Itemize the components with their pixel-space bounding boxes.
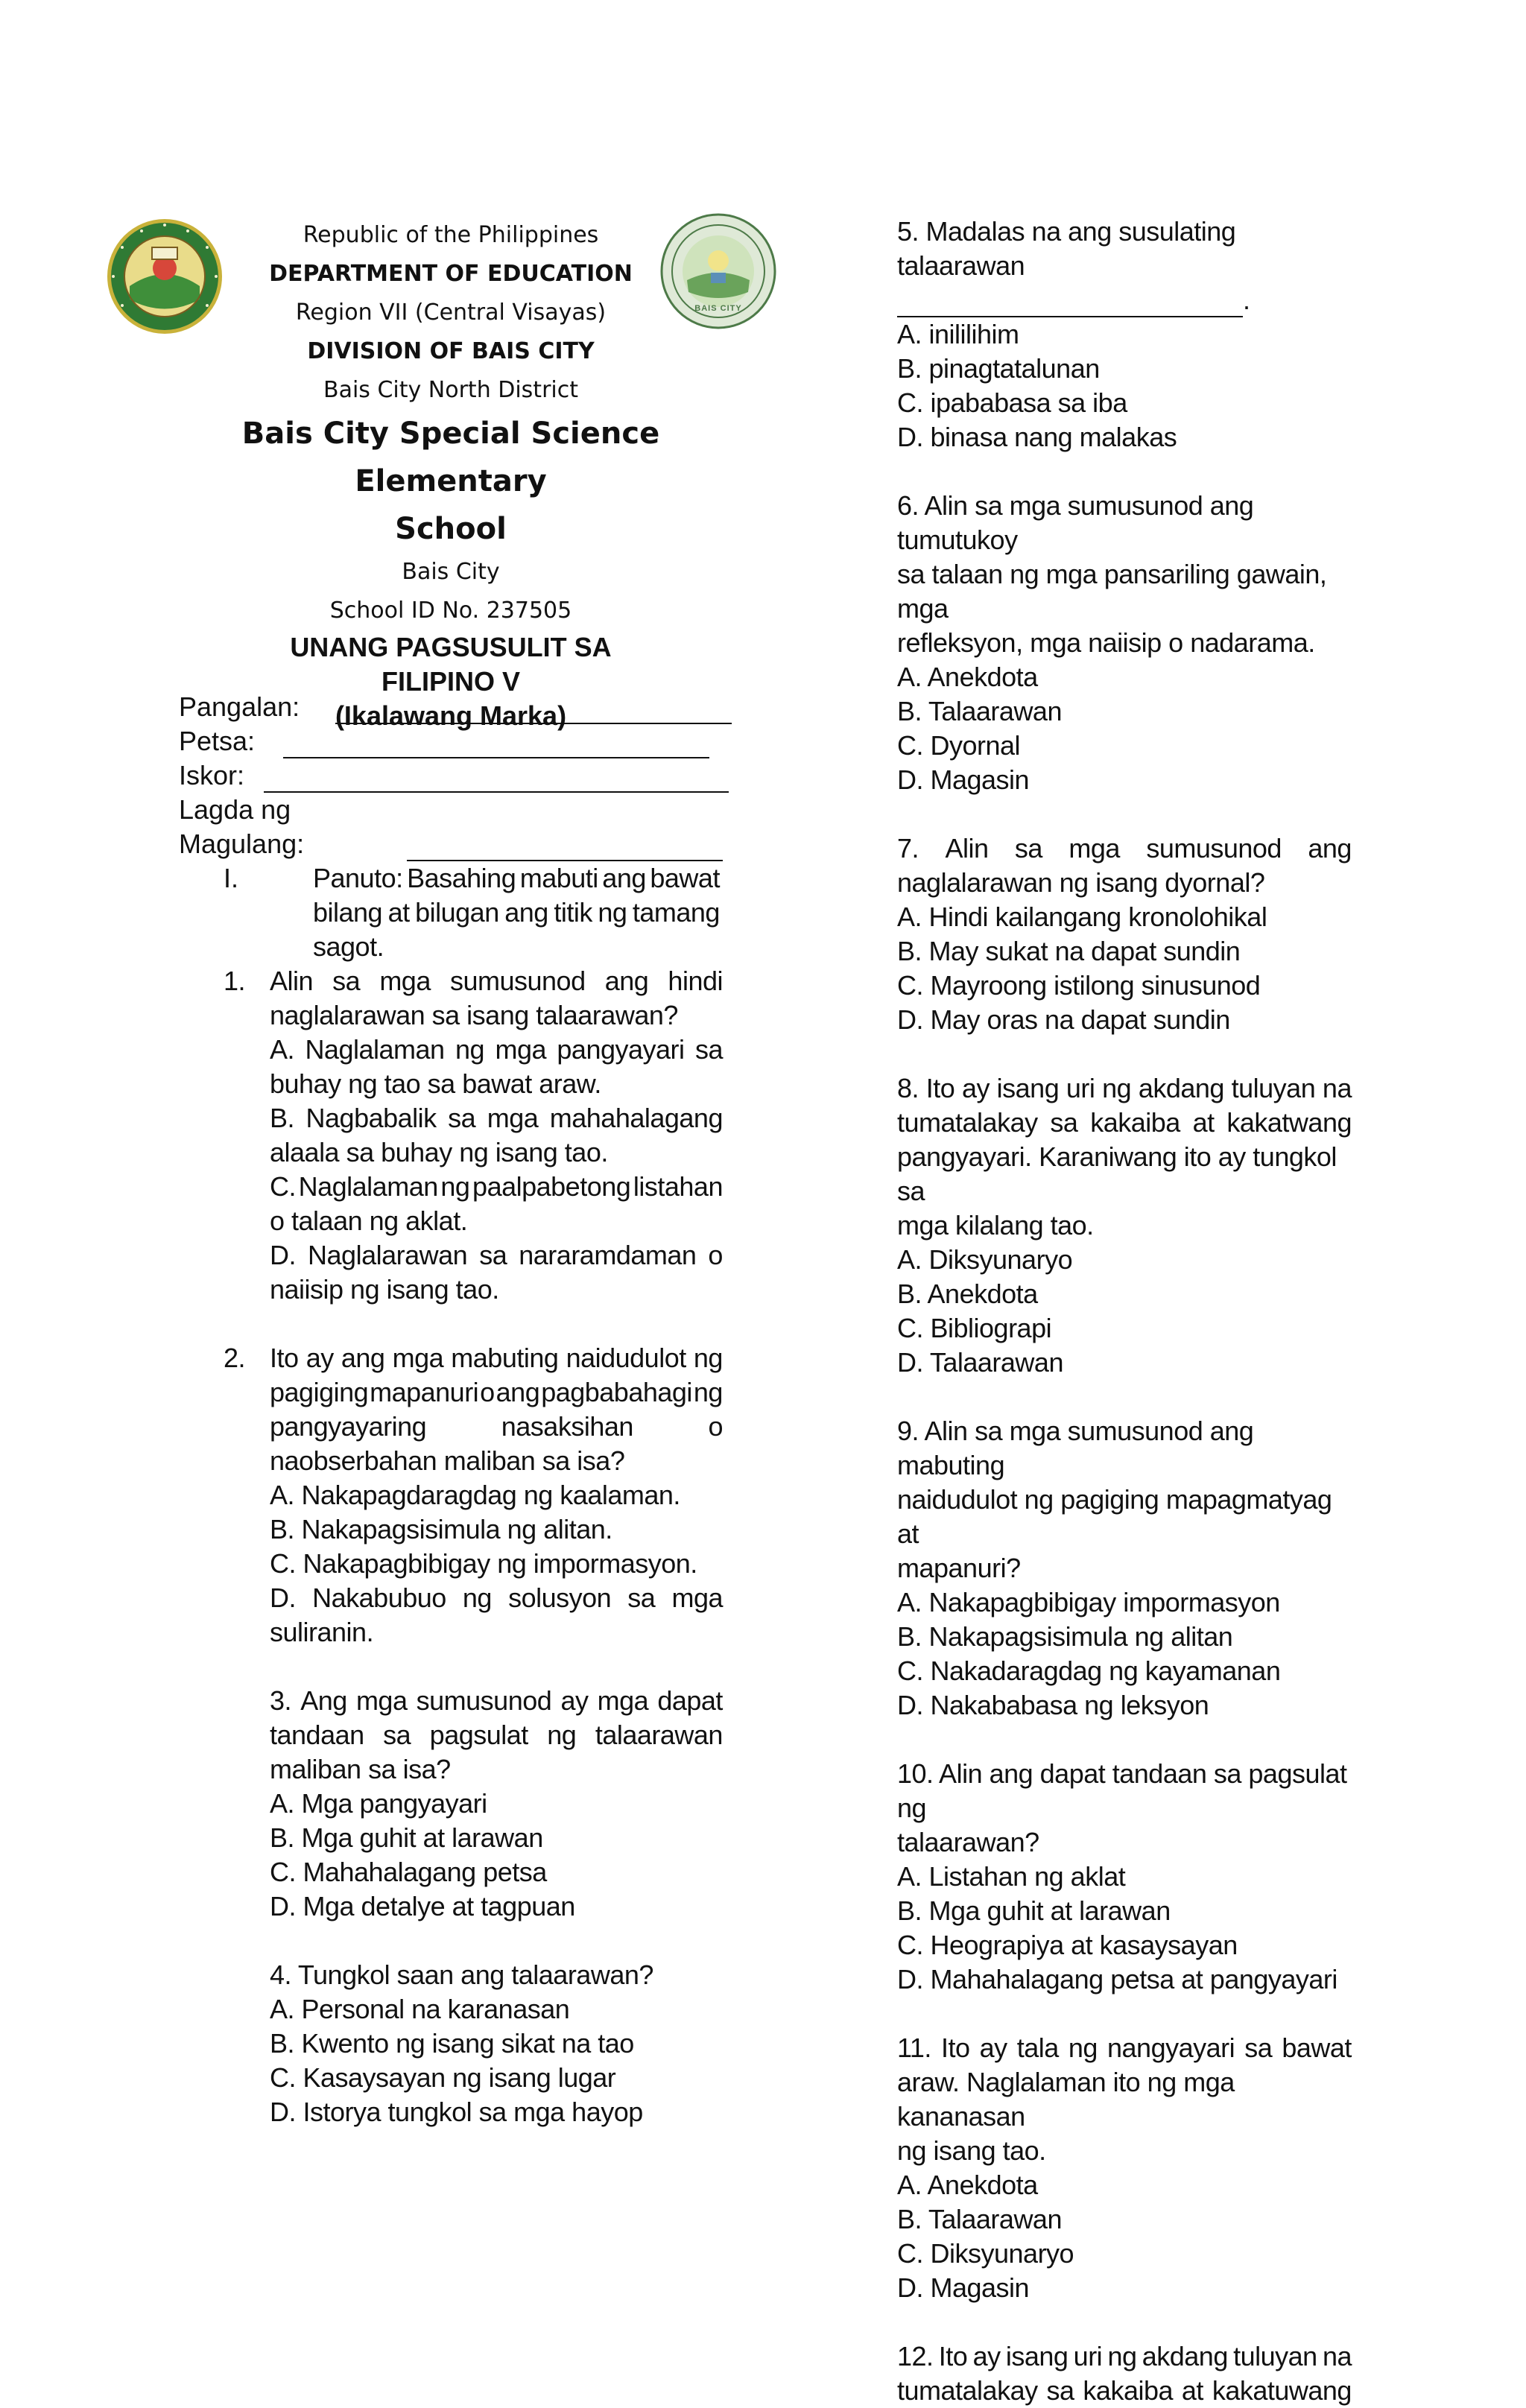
word: ang — [496, 1377, 540, 1407]
letterhead — [241, 216, 660, 733]
word: ay — [305, 1343, 334, 1373]
parent-signature-field[interactable] — [179, 793, 723, 861]
word: nararamdaman — [519, 1240, 697, 1270]
school-name-line2: School — [395, 512, 507, 546]
word: ng — [598, 897, 627, 928]
word: sumusunod — [449, 966, 586, 996]
word: Naglalaman — [298, 1171, 438, 1202]
question-stem: 10. Alin ang dapat tandaan sa pagsulat ng — [897, 1758, 1347, 1823]
word: mga — [379, 966, 431, 996]
word: sumusunod — [416, 1685, 552, 1716]
word: bawat — [650, 863, 720, 893]
word: ang — [1308, 833, 1352, 864]
word: D. — [270, 1582, 296, 1613]
word: pagsulat — [429, 1720, 528, 1750]
choice-a-cont: buhay ng tao sa bawat araw. — [270, 1068, 601, 1099]
word: tuluyan — [1231, 1073, 1316, 1103]
choice-a[interactable]: A. Nakapagbibigay impormasyon — [897, 1587, 1280, 1618]
word: Nagbabalik — [305, 1103, 437, 1133]
choice-d-cont: suliranin. — [270, 1617, 374, 1647]
question-stem: naglalarawan sa isang talaarawan? — [270, 1000, 678, 1030]
region-line: Region VII (Central Visayas) — [295, 300, 607, 326]
word: ang — [341, 1343, 385, 1373]
word: sa — [383, 1720, 411, 1750]
word: ng — [547, 1720, 577, 1750]
question-stem: 4. Tungkol saan ang talaarawan? — [270, 1959, 653, 1990]
word: mga — [355, 1685, 408, 1716]
word: bilugan — [415, 897, 499, 928]
choice-d[interactable]: D. Magasin — [897, 764, 1030, 795]
directions-line3: sagot. — [313, 931, 384, 962]
question-stem: naidudulot ng pagiging mapagmatyag at — [897, 1484, 1332, 1549]
word: solusyon — [508, 1582, 612, 1613]
word: na — [1322, 2341, 1352, 2371]
choice-c[interactable]: C. Heograpiya at kasaysayan — [897, 1930, 1238, 1960]
word: mga — [1068, 833, 1120, 864]
word: 8. — [897, 1073, 919, 1103]
choice-c[interactable]: C. Nakapagbibigay ng impormasyon. — [270, 1548, 697, 1579]
city-line: Bais City — [402, 559, 500, 585]
word: ang — [504, 897, 548, 928]
word: dapat — [657, 1685, 723, 1716]
choice-b[interactable]: B. May sukat na dapat sundin — [897, 936, 1241, 966]
word: mga — [392, 1343, 444, 1373]
word: tamang — [632, 897, 720, 928]
word: ng — [693, 1343, 723, 1373]
word: akdang — [1142, 2341, 1228, 2371]
word: mga — [597, 1685, 649, 1716]
choice-a[interactable]: A. Diksyunaryo — [897, 1244, 1073, 1275]
school-id-line: School ID No. 237505 — [329, 598, 572, 624]
question-stem: mapanuri? — [897, 1553, 1021, 1583]
republic-line: Republic of the Philippines — [303, 222, 599, 248]
question-4 — [270, 1958, 723, 2129]
date-field[interactable] — [179, 724, 723, 758]
word: C. — [270, 1171, 296, 1202]
word: ay — [961, 1073, 990, 1103]
department-line: DEPARTMENT OF EDUCATION — [269, 261, 633, 287]
word: ang — [604, 966, 649, 996]
word: Ito — [938, 2341, 968, 2371]
word: sa — [1050, 1107, 1078, 1138]
word: sa — [1014, 833, 1042, 864]
question-1 — [224, 964, 723, 1307]
word: at — [387, 897, 410, 928]
word: paalpabetong — [472, 1171, 631, 1202]
questions-right — [897, 215, 1352, 2408]
word: tala — [1016, 2032, 1059, 2063]
choice-c-cont: o talaan ng aklat. — [270, 1205, 468, 1236]
word: kakatuwang — [1212, 2375, 1352, 2406]
school-seal-logo — [660, 212, 776, 332]
choice-c[interactable]: C. Nakadaragdag ng kayamanan — [897, 1656, 1281, 1686]
word: tuluyan — [1233, 2341, 1317, 2371]
word: Naglalarawan — [308, 1240, 468, 1270]
word: naidudulot — [566, 1343, 686, 1373]
choice-a[interactable] — [270, 1033, 723, 1067]
date-label: Petsa: — [179, 726, 256, 756]
choice-d[interactable]: D. Nakababasa ng leksyon — [897, 1690, 1209, 1720]
question-stem: ng isang tao. — [897, 2135, 1046, 2166]
word: Ito — [270, 1343, 299, 1373]
choice-c[interactable]: C. Mahahalagang petsa — [270, 1857, 547, 1887]
choice-a[interactable]: A. Hindi kailangang kronolohikal — [897, 902, 1267, 932]
word: mga — [671, 1582, 723, 1613]
choice-d[interactable]: D. Talaarawan — [897, 1347, 1063, 1378]
word: tumatalakay — [897, 1107, 1038, 1138]
parent-signature-blank[interactable] — [407, 834, 723, 861]
word: pangyayaring — [270, 1411, 427, 1442]
word: ay — [979, 2032, 1007, 2063]
choice-d[interactable]: D. Istorya tungkol sa mga hayop — [270, 2097, 643, 2127]
word: sa — [332, 966, 361, 996]
choice-a[interactable]: A. Anekdota — [897, 2170, 1038, 2200]
word: at — [1181, 2375, 1203, 2406]
word: Naglalaman — [305, 1034, 445, 1065]
word: akdang — [1138, 1073, 1224, 1103]
question-stem: mga kilalang tao. — [897, 1210, 1094, 1241]
word: kakaiba — [1083, 2375, 1174, 2406]
choice-a[interactable]: A. Listahan ng aklat — [897, 1861, 1126, 1892]
choice-d[interactable]: D. May oras na dapat sundin — [897, 1004, 1230, 1035]
choice-d[interactable] — [270, 1238, 723, 1273]
questions-left — [224, 964, 723, 2129]
question-stem: maliban sa isa? — [270, 1754, 451, 1784]
word: tandaan — [270, 1720, 364, 1750]
choice-b-cont: alaala sa buhay ng isang tao. — [270, 1137, 608, 1167]
word: nasaksihan — [501, 1411, 633, 1442]
word: 12. — [897, 2341, 934, 2371]
word: mahahalagang — [549, 1103, 723, 1133]
word: uri — [1073, 2341, 1103, 2371]
question-stem: naglalarawan ng isang dyornal? — [897, 867, 1265, 898]
question-3 — [270, 1684, 723, 1924]
question-8 — [897, 1071, 1352, 1380]
choice-b[interactable]: B. pinagtatalunan — [897, 353, 1100, 384]
question-stem: 5. Madalas na ang susulating talaarawan — [897, 216, 1236, 281]
question-stem: araw. Naglalaman ito ng mga kananasan — [897, 2067, 1235, 2132]
stem-end: . — [1243, 285, 1250, 315]
word: titik — [554, 897, 592, 928]
word: o — [708, 1240, 723, 1270]
word: 3. — [270, 1685, 292, 1716]
word: sa — [448, 1103, 476, 1133]
word: tumatalakay — [897, 2375, 1038, 2406]
word: mabuti — [519, 863, 598, 893]
word: 7. — [897, 833, 919, 864]
word: A. — [270, 1034, 295, 1065]
word: talaarawan — [595, 1720, 723, 1750]
word: ng — [455, 1034, 485, 1065]
question-6 — [897, 489, 1352, 797]
word: Alin — [945, 833, 989, 864]
exam-subtitle: (Ikalawang Marka) — [335, 700, 567, 731]
word: mga — [495, 1034, 546, 1065]
choice-a[interactable]: A. Nakapagdaragdag ng kaalaman. — [270, 1480, 680, 1510]
word: hindi — [668, 966, 723, 996]
parent-signature-label: Lagda ng Magulang: — [179, 794, 305, 859]
choice-c[interactable]: C. Kasaysayan ng isang lugar — [270, 2062, 616, 2093]
choice-b[interactable] — [270, 1101, 723, 1135]
word: sumusunod — [1146, 833, 1282, 864]
choice-c[interactable]: C. Bibliograpi — [897, 1313, 1052, 1343]
question-12 — [897, 2339, 1352, 2408]
question-number: 1. — [224, 966, 246, 996]
directions-number: I. — [224, 863, 239, 893]
word: ng — [1102, 1073, 1132, 1103]
word: ay — [560, 1685, 589, 1716]
word: B. — [270, 1103, 295, 1133]
question-7 — [897, 831, 1352, 1037]
word: listahan — [633, 1171, 723, 1202]
choice-c[interactable]: C. Mayroong istilong sinusunod — [897, 970, 1261, 1001]
district-line: Bais City North District — [323, 377, 578, 403]
date-blank[interactable] — [283, 732, 709, 758]
word: Ito — [925, 1073, 955, 1103]
question-10 — [897, 1757, 1352, 1997]
word: ay — [972, 2341, 1001, 2371]
question-11 — [897, 2031, 1352, 2305]
score-field[interactable] — [179, 758, 723, 793]
choice-a[interactable]: A. Mga pangyayari — [270, 1788, 487, 1819]
choice-c[interactable]: C. ipababasa sa iba — [897, 387, 1127, 418]
word: pagbabahagi — [541, 1377, 692, 1407]
word: ng — [440, 1171, 470, 1202]
word: sa — [627, 1582, 656, 1613]
word: isang — [996, 1073, 1060, 1103]
choice-d[interactable]: D. binasa nang malakas — [897, 422, 1177, 452]
word: pangyayari — [557, 1034, 685, 1065]
school-seal-text: BAIS CITY — [694, 304, 742, 313]
division-seal-logo — [106, 218, 224, 335]
choice-d-cont: naiisip ng isang tao. — [270, 1274, 499, 1305]
word: at — [1192, 1107, 1215, 1138]
choice-d[interactable] — [270, 1581, 723, 1615]
question-stem: 6. Alin sa mga sumusunod ang tumutukoy — [897, 490, 1254, 555]
word: mga — [487, 1103, 539, 1133]
choice-a[interactable]: A. Personal na karanasan — [270, 1994, 570, 2024]
word: pagiging — [270, 1377, 369, 1407]
choice-c[interactable]: C. Diksyunaryo — [897, 2238, 1074, 2269]
word: mapanuri — [370, 1377, 479, 1407]
choice-c[interactable] — [270, 1170, 723, 1204]
word: Alin — [270, 966, 314, 996]
word: Basahing — [407, 863, 516, 893]
choice-b[interactable]: B. Nakapagsisimula ng alitan. — [270, 1514, 612, 1544]
choice-d[interactable]: D. Magasin — [897, 2272, 1030, 2303]
word: kakatwang — [1226, 1107, 1352, 1138]
choice-b[interactable]: B. Mga guhit at larawan — [270, 1822, 543, 1853]
choice-d[interactable]: D. Mga detalye at tagpuan — [270, 1891, 575, 1921]
word: ng — [1107, 2341, 1137, 2371]
word: isang — [1005, 2341, 1068, 2371]
word: nangyayari — [1107, 2032, 1235, 2063]
word: sa — [694, 1034, 723, 1065]
choice-b[interactable]: B. Talaarawan — [897, 2204, 1062, 2234]
word: Ito — [940, 2032, 970, 2063]
word: na — [1322, 1073, 1352, 1103]
word: uri — [1066, 1073, 1095, 1103]
directions — [179, 861, 723, 964]
name-label: Pangalan: — [179, 691, 300, 722]
choice-b[interactable]: B. Anekdota — [897, 1279, 1038, 1309]
question-5 — [897, 215, 1352, 454]
question-9 — [897, 1414, 1352, 1723]
word: ng — [462, 1582, 492, 1613]
name-blank[interactable] — [335, 697, 732, 724]
word: sa — [1046, 2375, 1074, 2406]
question-stem: sa talaan ng mga pansariling gawain, mga — [897, 559, 1327, 624]
score-blank[interactable] — [264, 766, 729, 793]
answer-blank[interactable] — [897, 292, 1243, 317]
word: Panuto: — [313, 863, 403, 893]
word: bawat — [1282, 2032, 1352, 2063]
choice-b[interactable]: B. Mga guhit at larawan — [897, 1895, 1171, 1926]
score-label: Iskor: — [179, 760, 245, 790]
word: kakaiba — [1090, 1107, 1180, 1138]
choice-a[interactable]: A. inililihim — [897, 319, 1019, 349]
word: mabuting — [451, 1343, 559, 1373]
choice-b[interactable]: B. Talaarawan — [897, 696, 1062, 726]
name-field[interactable] — [179, 690, 723, 724]
choice-b[interactable]: B. Kwento ng isang sikat na tao — [270, 2028, 634, 2059]
exam-title: UNANG PAGSUSULIT SA FILIPINO V — [290, 632, 612, 697]
word: sa — [1244, 2032, 1273, 2063]
choice-b[interactable]: B. Nakapagsisimula ng alitan — [897, 1621, 1233, 1652]
word: 11. — [897, 2032, 931, 2063]
word: o — [708, 1411, 723, 1442]
word: ng — [1068, 2032, 1098, 2063]
choice-a[interactable]: A. Anekdota — [897, 662, 1038, 692]
word: bilang — [313, 897, 383, 928]
school-name-line1: Bais City Special Science Elementary — [241, 416, 660, 498]
word: Nakabubuo — [312, 1582, 446, 1613]
word: ang — [602, 863, 646, 893]
student-info-fields — [179, 690, 723, 861]
word: o — [480, 1377, 495, 1407]
question-number: 2. — [224, 1343, 246, 1373]
question-stem: 9. Alin sa mga sumusunod ang mabuting — [897, 1416, 1254, 1480]
question-stem: refleksyon, mga naiisip o nadarama. — [897, 627, 1315, 658]
division-line: DIVISION OF BAIS CITY — [307, 338, 595, 364]
choice-c[interactable]: C. Dyornal — [897, 730, 1021, 761]
word: D. — [270, 1240, 296, 1270]
word: ng — [693, 1377, 723, 1407]
word: sa — [479, 1240, 507, 1270]
question-stem: pangyayari. Karaniwang ito ay tungkol sa — [897, 1141, 1337, 1206]
question-stem: talaarawan? — [897, 1827, 1039, 1857]
question-stem: naobserbahan maliban sa isa? — [270, 1445, 625, 1476]
question-2 — [224, 1341, 723, 1650]
choice-d[interactable]: D. Mahahalagang petsa at pangyayari — [897, 1964, 1337, 1994]
word: Ang — [300, 1685, 347, 1716]
